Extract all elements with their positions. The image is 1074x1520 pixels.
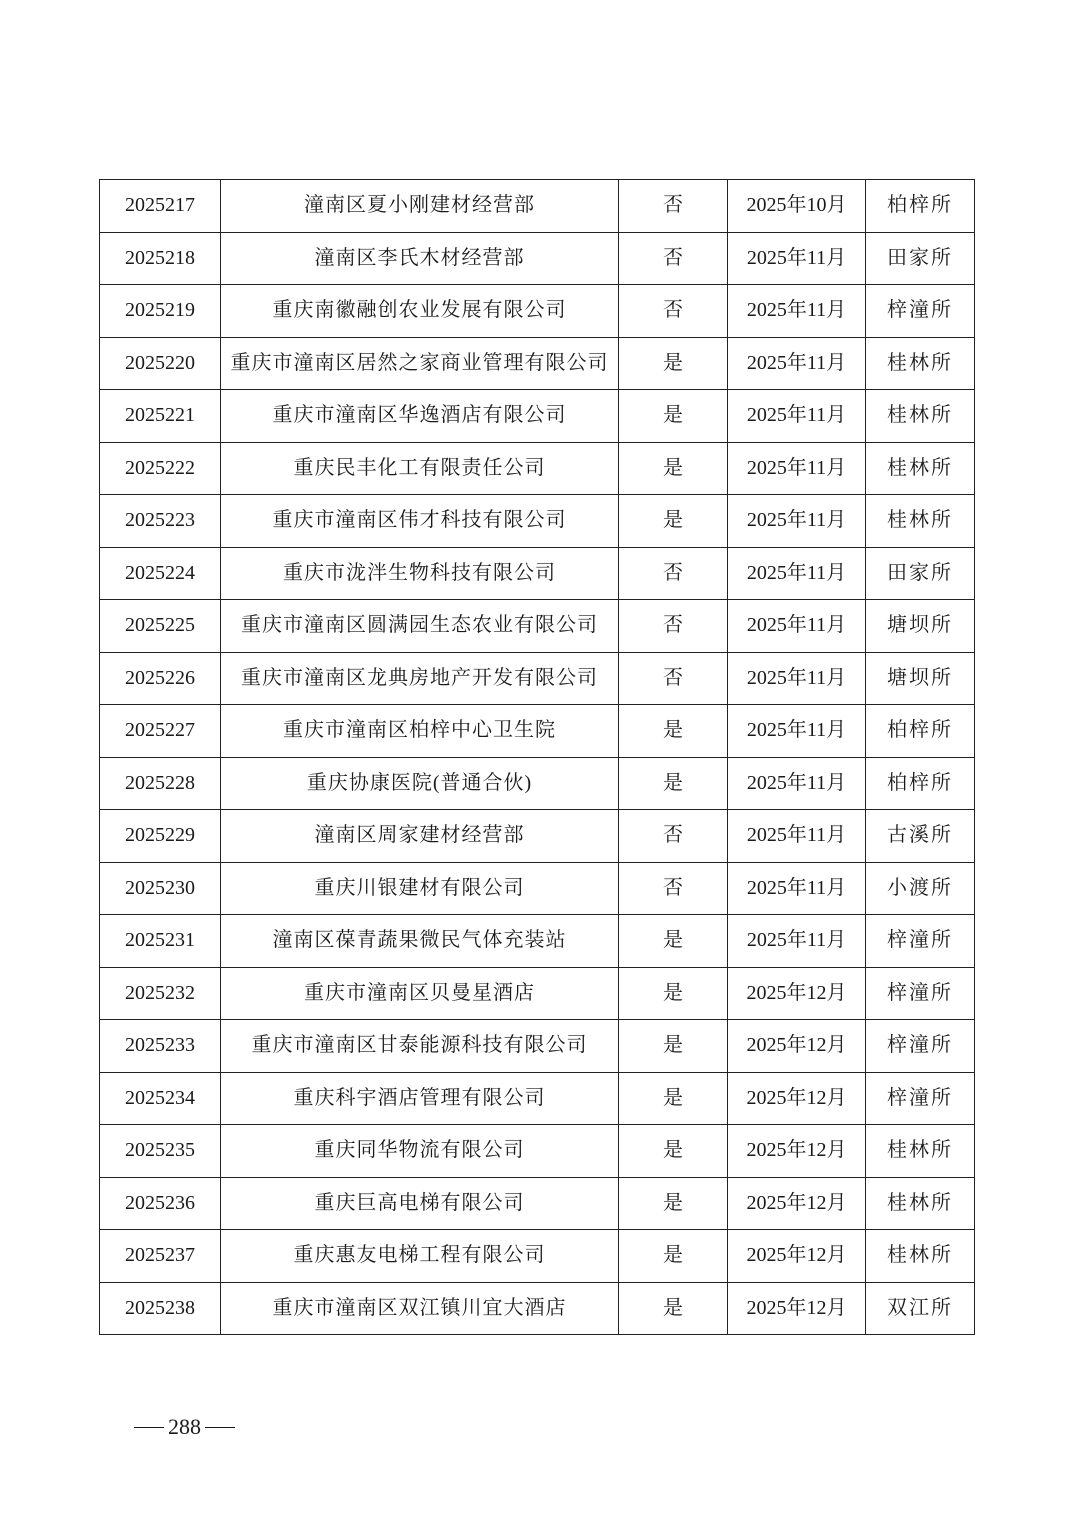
footer-dash-left: [134, 1427, 164, 1428]
cell-office: 柏梓所: [866, 757, 975, 810]
cell-id: 2025231: [100, 915, 221, 968]
table-row: [100, 232, 975, 285]
table-row: [100, 652, 975, 705]
cell-id: 2025238: [100, 1282, 221, 1335]
cell-id: 2025230: [100, 862, 221, 915]
cell-date: 2025年12月: [728, 1020, 866, 1073]
cell-date: 2025年11月: [728, 810, 866, 863]
cell-company-name: 重庆市潼南区居然之家商业管理有限公司: [221, 337, 619, 390]
table-row: [100, 285, 975, 338]
cell-office: 田家所: [866, 232, 975, 285]
cell-flag: 否: [619, 862, 728, 915]
cell-flag: 否: [619, 810, 728, 863]
table-row: [100, 337, 975, 390]
cell-id: 2025237: [100, 1230, 221, 1283]
cell-id: 2025235: [100, 1125, 221, 1178]
cell-company-name: 潼南区葆青蔬果微民气体充装站: [221, 915, 619, 968]
cell-company-name: 潼南区李氏木材经营部: [221, 232, 619, 285]
cell-date: 2025年11月: [728, 390, 866, 443]
cell-date: 2025年11月: [728, 442, 866, 495]
cell-company-name: 潼南区夏小刚建材经营部: [221, 180, 619, 233]
table-row: [100, 547, 975, 600]
cell-office: 桂林所: [866, 1125, 975, 1178]
cell-date: 2025年11月: [728, 862, 866, 915]
cell-id: 2025228: [100, 757, 221, 810]
cell-office: 梓潼所: [866, 285, 975, 338]
table-row: [100, 390, 975, 443]
cell-id: 2025232: [100, 967, 221, 1020]
table-row: [100, 495, 975, 548]
cell-id: 2025223: [100, 495, 221, 548]
cell-flag: 是: [619, 1177, 728, 1230]
cell-company-name: 重庆市潼南区伟才科技有限公司: [221, 495, 619, 548]
table-row: [100, 1072, 975, 1125]
cell-office: 双江所: [866, 1282, 975, 1335]
cell-company-name: 重庆市潼南区圆满园生态农业有限公司: [221, 600, 619, 653]
cell-date: 2025年12月: [728, 967, 866, 1020]
cell-date: 2025年12月: [728, 1282, 866, 1335]
cell-date: 2025年11月: [728, 705, 866, 758]
table-row: [100, 757, 975, 810]
table-row: [100, 1282, 975, 1335]
cell-flag: 是: [619, 967, 728, 1020]
cell-office: 桂林所: [866, 337, 975, 390]
cell-flag: 否: [619, 180, 728, 233]
table-row: [100, 915, 975, 968]
table-row: [100, 810, 975, 863]
cell-office: 桂林所: [866, 390, 975, 443]
table-row: [100, 862, 975, 915]
cell-flag: 是: [619, 1282, 728, 1335]
cell-company-name: 重庆协康医院(普通合伙): [221, 757, 619, 810]
cell-id: 2025225: [100, 600, 221, 653]
table-row: [100, 442, 975, 495]
cell-company-name: 重庆川银建材有限公司: [221, 862, 619, 915]
cell-company-name: 重庆市潼南区柏梓中心卫生院: [221, 705, 619, 758]
cell-date: 2025年11月: [728, 337, 866, 390]
cell-flag: 是: [619, 390, 728, 443]
cell-company-name: 重庆市潼南区甘泰能源科技有限公司: [221, 1020, 619, 1073]
cell-company-name: 重庆市潼南区龙典房地产开发有限公司: [221, 652, 619, 705]
cell-id: 2025229: [100, 810, 221, 863]
cell-id: 2025219: [100, 285, 221, 338]
table-row: [100, 180, 975, 233]
footer-dash-right: [205, 1427, 235, 1428]
cell-flag: 是: [619, 915, 728, 968]
cell-flag: 是: [619, 337, 728, 390]
records-table: [99, 179, 975, 1335]
cell-office: 桂林所: [866, 495, 975, 548]
cell-id: 2025227: [100, 705, 221, 758]
table-row: [100, 1230, 975, 1283]
cell-company-name: 重庆民丰化工有限责任公司: [221, 442, 619, 495]
cell-office: 柏梓所: [866, 180, 975, 233]
cell-office: 桂林所: [866, 442, 975, 495]
table-row: [100, 1177, 975, 1230]
table-row: [100, 600, 975, 653]
cell-office: 梓潼所: [866, 915, 975, 968]
cell-flag: 是: [619, 442, 728, 495]
cell-id: 2025233: [100, 1020, 221, 1073]
table-row: [100, 967, 975, 1020]
cell-company-name: 重庆市潼南区华逸酒店有限公司: [221, 390, 619, 443]
cell-office: 古溪所: [866, 810, 975, 863]
cell-date: 2025年11月: [728, 915, 866, 968]
cell-office: 桂林所: [866, 1230, 975, 1283]
cell-company-name: 重庆巨高电梯有限公司: [221, 1177, 619, 1230]
cell-office: 柏梓所: [866, 705, 975, 758]
cell-flag: 是: [619, 495, 728, 548]
page-footer: [130, 1414, 239, 1440]
cell-company-name: 重庆市潼南区双江镇川宜大酒店: [221, 1282, 619, 1335]
cell-id: 2025222: [100, 442, 221, 495]
cell-date: 2025年12月: [728, 1230, 866, 1283]
table-row: [100, 1125, 975, 1178]
cell-date: 2025年11月: [728, 547, 866, 600]
cell-office: 梓潼所: [866, 1072, 975, 1125]
cell-date: 2025年11月: [728, 757, 866, 810]
cell-date: 2025年11月: [728, 232, 866, 285]
cell-date: 2025年11月: [728, 600, 866, 653]
cell-date: 2025年11月: [728, 285, 866, 338]
cell-company-name: 重庆科宇酒店管理有限公司: [221, 1072, 619, 1125]
page-number: 288: [168, 1414, 201, 1439]
cell-id: 2025234: [100, 1072, 221, 1125]
cell-office: 桂林所: [866, 1177, 975, 1230]
cell-date: 2025年11月: [728, 495, 866, 548]
cell-id: 2025221: [100, 390, 221, 443]
table-row: [100, 705, 975, 758]
cell-office: 梓潼所: [866, 1020, 975, 1073]
cell-company-name: 重庆同华物流有限公司: [221, 1125, 619, 1178]
cell-office: 田家所: [866, 547, 975, 600]
table-body: [100, 180, 975, 1335]
cell-company-name: 重庆市泷泮生物科技有限公司: [221, 547, 619, 600]
cell-flag: 否: [619, 547, 728, 600]
cell-id: 2025224: [100, 547, 221, 600]
cell-office: 小渡所: [866, 862, 975, 915]
cell-flag: 否: [619, 285, 728, 338]
cell-flag: 是: [619, 1072, 728, 1125]
cell-flag: 是: [619, 705, 728, 758]
cell-company-name: 重庆市潼南区贝曼星酒店: [221, 967, 619, 1020]
cell-office: 梓潼所: [866, 967, 975, 1020]
cell-flag: 是: [619, 757, 728, 810]
cell-company-name: 重庆南徽融创农业发展有限公司: [221, 285, 619, 338]
cell-id: 2025220: [100, 337, 221, 390]
cell-company-name: 重庆惠友电梯工程有限公司: [221, 1230, 619, 1283]
cell-flag: 是: [619, 1125, 728, 1178]
cell-flag: 是: [619, 1020, 728, 1073]
cell-flag: 否: [619, 232, 728, 285]
cell-flag: 否: [619, 652, 728, 705]
cell-office: 塘坝所: [866, 652, 975, 705]
cell-office: 塘坝所: [866, 600, 975, 653]
cell-date: 2025年10月: [728, 180, 866, 233]
cell-flag: 否: [619, 600, 728, 653]
cell-id: 2025217: [100, 180, 221, 233]
cell-id: 2025218: [100, 232, 221, 285]
cell-date: 2025年12月: [728, 1072, 866, 1125]
cell-date: 2025年11月: [728, 652, 866, 705]
table-row: [100, 1020, 975, 1073]
cell-date: 2025年12月: [728, 1125, 866, 1178]
cell-id: 2025226: [100, 652, 221, 705]
cell-id: 2025236: [100, 1177, 221, 1230]
cell-company-name: 潼南区周家建材经营部: [221, 810, 619, 863]
cell-date: 2025年12月: [728, 1177, 866, 1230]
cell-flag: 是: [619, 1230, 728, 1283]
